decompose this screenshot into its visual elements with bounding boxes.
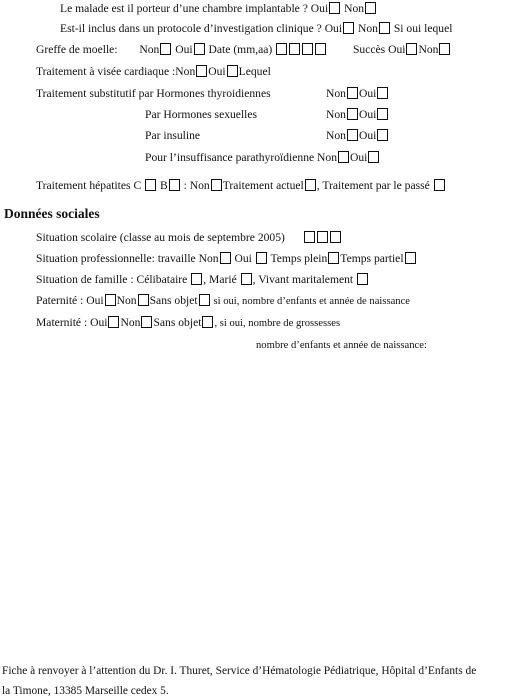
school-box-2[interactable]: [317, 231, 328, 243]
maternity-non-checkbox[interactable]: [141, 316, 152, 328]
full-time-label: Temps plein: [270, 252, 328, 265]
thyroid-non-label: Non: [326, 87, 346, 100]
chamber-non-label: Non: [344, 2, 365, 15]
chamber-question: Le malade est il porteur d’une chambre implantable ?: [60, 2, 308, 15]
paternity-na-label: Sans objet: [149, 294, 198, 307]
substitutive-insulin-row: [145, 129, 200, 143]
paternity-na-checkbox[interactable]: [199, 294, 210, 306]
cohabiting-checkbox[interactable]: [357, 273, 368, 285]
family-label: Situation de famille : Célibataire: [36, 273, 188, 286]
hepatitis-current-checkbox[interactable]: [305, 179, 316, 191]
work-oui-label: Oui: [234, 252, 252, 265]
chamber-row: [60, 2, 377, 16]
hepatitis-row: [36, 179, 446, 193]
marrow-date-box-4[interactable]: [315, 43, 326, 55]
marrow-success-non-label: Non: [418, 43, 439, 56]
thyroid-non-checkbox[interactable]: [347, 87, 358, 99]
protocol-row: [60, 22, 452, 36]
maternity-row: [36, 316, 340, 331]
paternity-label: Paternité : Oui: [36, 294, 104, 307]
cardiac-row: [36, 65, 271, 79]
hepatitis-non-label: : Non: [183, 179, 210, 192]
marrow-oui-label: Oui: [175, 43, 193, 56]
protocol-non-label: Non: [357, 22, 378, 35]
chamber-oui-label: Oui: [310, 2, 329, 15]
work-non-checkbox[interactable]: [220, 252, 231, 264]
school-row: [36, 231, 342, 245]
insulin-label: Par insuline: [145, 129, 201, 142]
maternity-na-checkbox[interactable]: [202, 316, 213, 328]
substitutive-sexual-options: [326, 108, 389, 122]
cardiac-oui-label: Oui: [208, 65, 226, 78]
school-box-3[interactable]: [330, 231, 341, 243]
maternity-non-label: Non: [120, 316, 141, 329]
insulin-non-label: Non: [326, 129, 346, 142]
part-time-checkbox[interactable]: [405, 252, 416, 264]
sexual-label: Par Hormones sexuelles: [145, 108, 258, 121]
maternity-note: , si oui, nombre de grossesses: [214, 318, 341, 329]
insulin-oui-checkbox[interactable]: [377, 129, 388, 141]
hepatitis-current-label: Traitement actuel: [222, 179, 304, 192]
school-label: Situation scolaire (classe au mois de septembre 2005): [36, 231, 285, 244]
substitutive-insulin-options: [326, 129, 389, 143]
full-time-checkbox[interactable]: [328, 252, 339, 264]
sexual-non-label: Non: [326, 108, 346, 121]
paternity-non-checkbox[interactable]: [138, 294, 149, 306]
paternity-row: [36, 294, 410, 309]
cardiac-oui-checkbox[interactable]: [227, 65, 238, 77]
parathyroid-oui-checkbox[interactable]: [368, 151, 379, 163]
paternity-non-label: Non: [116, 294, 137, 307]
marrow-success-oui-checkbox[interactable]: [406, 43, 417, 55]
chamber-oui-checkbox[interactable]: [329, 2, 340, 14]
marrow-date-box-1[interactable]: [276, 43, 287, 55]
protocol-if-yes-label: Si oui lequel: [393, 22, 453, 35]
children-label: nombre d’enfants et année de naissance:: [256, 340, 427, 351]
hepatitis-non-checkbox[interactable]: [211, 179, 222, 191]
cardiac-non-checkbox[interactable]: [196, 65, 207, 77]
insulin-non-checkbox[interactable]: [347, 129, 358, 141]
marrow-non-label: Non: [139, 43, 160, 56]
footer-line-2: la Timone, 13385 Marseille cedex 5.: [2, 685, 169, 697]
hepatitis-b-checkbox[interactable]: [169, 179, 180, 191]
cardiac-which-label: Lequel: [238, 65, 271, 78]
single-checkbox[interactable]: [191, 273, 202, 285]
protocol-oui-checkbox[interactable]: [343, 22, 354, 34]
marrow-non-checkbox[interactable]: [160, 43, 171, 55]
marrow-success-non-checkbox[interactable]: [439, 43, 450, 55]
substitutive-parathyroid-row: [145, 151, 380, 165]
maternity-label: Maternité : Oui: [36, 316, 108, 329]
married-label: , Marié: [203, 273, 237, 286]
professional-row: [36, 252, 417, 266]
marrow-date-box-3[interactable]: [302, 43, 313, 55]
protocol-oui-label: Oui: [324, 22, 343, 35]
hepatitis-past-checkbox[interactable]: [434, 179, 445, 191]
married-checkbox[interactable]: [241, 273, 252, 285]
parathyroid-label: Pour l’insuffisance parathyroïdienne Non: [145, 151, 337, 164]
protocol-non-checkbox[interactable]: [379, 22, 390, 34]
paternity-note: si oui, nombre d’enfants et année de naissance: [213, 296, 410, 307]
marrow-date-label: Date (mm,aa): [208, 43, 273, 56]
cohabiting-label: , Vivant maritalement: [252, 273, 354, 286]
thyroid-oui-checkbox[interactable]: [377, 87, 388, 99]
professional-label: Situation professionnelle: travaille Non: [36, 252, 219, 265]
marrow-oui-checkbox[interactable]: [194, 43, 205, 55]
paternity-oui-checkbox[interactable]: [105, 294, 116, 306]
chamber-non-checkbox[interactable]: [365, 2, 376, 14]
part-time-label: Temps partiel: [340, 252, 404, 265]
thyroid-oui-label: Oui: [358, 87, 377, 100]
marrow-date-box-2[interactable]: [289, 43, 300, 55]
substitutive-sexual-row: [145, 108, 257, 122]
insulin-oui-label: Oui: [358, 129, 377, 142]
family-row: [36, 273, 369, 287]
parathyroid-non-checkbox[interactable]: [338, 151, 349, 163]
substitutive-thyroid-row: [36, 87, 271, 101]
marrow-success-label: Succès Oui: [352, 43, 406, 56]
substitutive-thyroid-options: [326, 87, 389, 101]
cardiac-label: Traitement à visée cardiaque :Non: [36, 65, 196, 78]
parathyroid-oui-label: Oui: [350, 151, 368, 164]
hepatitis-past-label: , Traitement par le passé: [316, 179, 430, 192]
protocol-question: Est-il inclus dans un protocole d’investigation clinique ?: [60, 22, 322, 35]
maternity-na-label: Sans objet: [153, 316, 202, 329]
hepatitis-b-label: B: [160, 179, 168, 192]
school-box-1[interactable]: [304, 231, 315, 243]
social-heading: Données sociales: [4, 206, 100, 221]
sexual-oui-checkbox[interactable]: [377, 108, 388, 120]
marrow-label: Greffe de moelle:: [36, 43, 118, 56]
substitutive-thyroid-label: Traitement substitutif par Hormones thyroidiennes: [36, 87, 271, 100]
footer-line-1: Fiche à renvoyer à l’attention du Dr. I. Thuret, Service d’Hématologie Pédiatrique, Hôpital d’Enfants de: [2, 665, 477, 677]
maternity-oui-checkbox[interactable]: [108, 316, 119, 328]
hepatitis-c-checkbox[interactable]: [145, 179, 156, 191]
sexual-non-checkbox[interactable]: [347, 108, 358, 120]
marrow-row: [36, 43, 451, 57]
hepatitis-label: Traitement hépatites C: [36, 179, 142, 192]
sexual-oui-label: Oui: [358, 108, 377, 121]
work-oui-checkbox[interactable]: [256, 252, 267, 264]
